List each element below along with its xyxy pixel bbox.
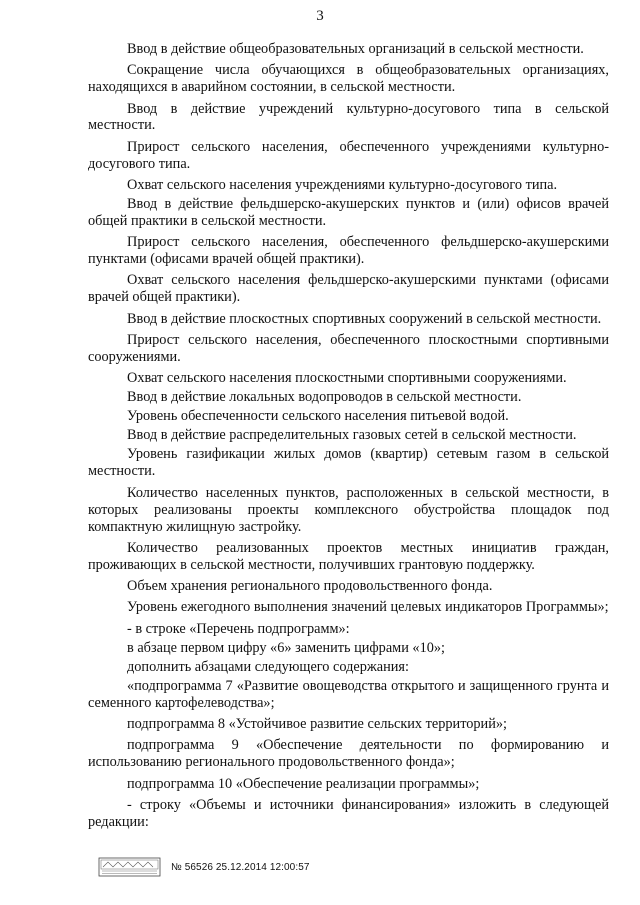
paragraph: Охват сельского населения учреждениями культурно-досугового типа.: [127, 176, 558, 193]
paragraph: Ввод в действие учреждений культурно-досугового типа в сельской местности.: [88, 100, 609, 134]
paragraph: Прирост сельского населения, обеспеченного фельдшерско-акушерскими пунктами (офисами врачей общей практики).: [88, 234, 609, 268]
paragraph: Ввод в действие локальных водопроводов в сельской местности.: [127, 389, 522, 406]
paragraph: дополнить абзацами следующего содержания:: [127, 658, 409, 675]
page-number: 3: [316, 8, 324, 24]
document-body: [88, 41, 609, 831]
paragraph: Количество реализованных проектов местных инициатив граждан, проживающих в сельской местности, получивших грантовую поддержку.: [88, 539, 609, 573]
paragraph: Ввод в действие фельдшерско-акушерских пунктов и (или) офисов врачей общей практики в сельской местности.: [88, 196, 609, 229]
paragraph: Сокращение числа обучающихся в общеобразовательных организациях, находящихся в аварийном состоянии, в сельской местности.: [88, 62, 609, 96]
paragraph: «подпрограмма 7 «Развитие овощеводства открытого и защищенного грунта и семенного картофелеводства»;: [88, 677, 609, 711]
paragraph: Ввод в действие плоскостных спортивных сооружений в сельской местности.: [127, 310, 602, 327]
paragraph: - строку «Объемы и источники финансирования» изложить в следующей редакции:: [88, 796, 609, 830]
paragraph: Уровень газификации жилых домов (квартир) сетевым газом в сельской местности.: [88, 446, 609, 480]
paragraph: Прирост сельского населения, обеспеченного плоскостными спортивными сооружениями.: [88, 331, 609, 365]
paragraph: подпрограмма 9 «Обеспечение деятельности по формированию и использованию регионального продовольственного фонда»;: [88, 737, 609, 771]
paragraph: Ввод в действие распределительных газовых сетей в сельской местности.: [127, 427, 577, 444]
government-stamp-icon: [98, 857, 161, 877]
paragraph: Уровень ежегодного выполнения значений целевых индикаторов Программы»;: [127, 599, 609, 616]
paragraph: Объем хранения регионального продовольственного фонда.: [127, 578, 493, 594]
footer-registration: [98, 857, 310, 877]
paragraph: Прирост сельского населения, обеспеченного учреждениями культурно-досугового типа.: [88, 138, 609, 172]
paragraph: Охват сельского населения фельдшерско-акушерскими пунктами (офисами врачей общей практики).: [88, 272, 609, 306]
registration-number: № 56526 25.12.2014 12:00:57: [171, 861, 310, 873]
paragraph: Уровень обеспеченности сельского населения питьевой водой.: [127, 408, 509, 425]
paragraph: подпрограмма 10 «Обеспечение реализации программы»;: [127, 775, 480, 792]
paragraph: Количество населенных пунктов, расположенных в сельской местности, в которых реализованы проекты комплексного обустройства площадок под компактную жилищную застройку.: [88, 484, 609, 535]
paragraph: Ввод в действие общеобразовательных организаций в сельской местности.: [127, 41, 584, 57]
paragraph: в абзаце первом цифру «6» заменить цифрами «10»;: [127, 639, 446, 656]
paragraph: подпрограмма 8 «Устойчивое развитие сельских территорий»;: [127, 716, 507, 733]
paragraph: - в строке «Перечень подпрограмм»:: [127, 620, 350, 637]
paragraph: Охват сельского населения плоскостными спортивными сооружениями.: [127, 370, 567, 387]
